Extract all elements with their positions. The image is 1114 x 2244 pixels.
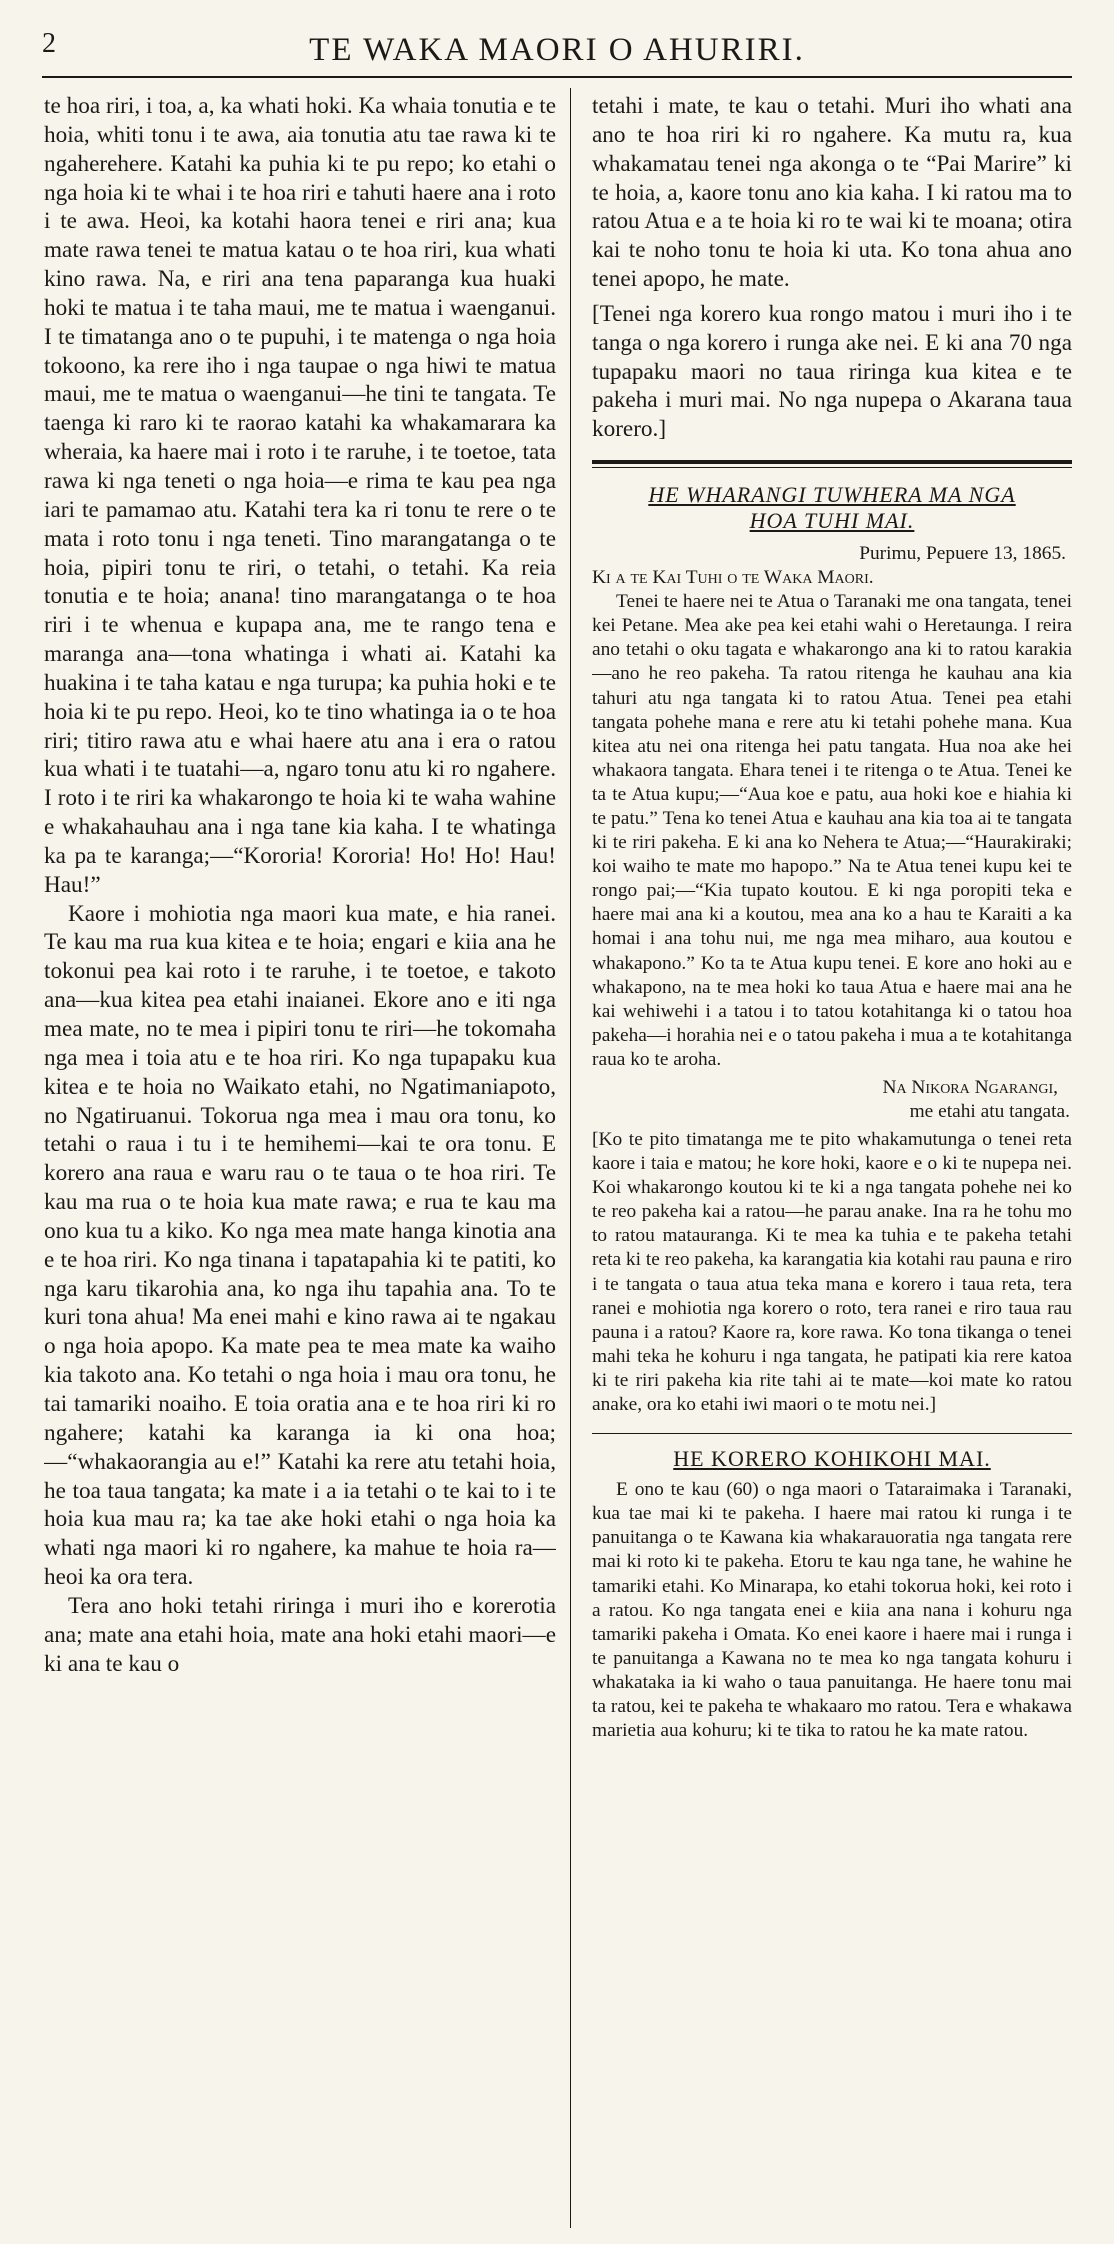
left-paragraph-3: Tera ano hoki tetahi riringa i muri iho e korerotia ana; mate ana etahi hoia, mate ana hoki etahi maori—e ki ana te kau o [44, 1592, 556, 1677]
left-paragraph-1: te hoa riri, i toa, a, ka whati hoki. Ka whaia tonutia e te hoia, whiti tonu i te awa, aia tonutia atu tae rawa ki te ngaherehere. Katahi ka puhia ki te pu repo; ko etahi o nga hoia ki te whai i te hoa riri e tahuti haere ana i roto i te awa. Heoi, ka kotahi haora tenei e riri ana; kua mate rawa tenei te matua katau o te hoa riri, kua whati kino rawa. Na, e riri ana tena paparanga kua huaki hoki te matua i te taha maui, me te matua i waenganui. I te timatanga ano o te pupuhi, i te matenga o nga hoia tokoono, ka rere iho i nga taupae o nga hiwi te matua maui, me te matua o waenganui—he tini te tangata. Te taenga ki raro ki te raorao katahi ka whakamarara ka wheraia, ka haere mai i roto i te raruhe, i te toetoe, tata rawa ki nga teneti o nga hoia—e rima te kau pea nga iari te pamamao atu. Katahi tera ka ri tonu te rere o te mata i roto tonu i nga teneti. Tino marangatanga o te hoia, pipiri tonu te riri, o tetahi, o tetahi. Ka reia tonutia e te hoia; anana! tino marangatanga o te hoa riri i te whenua e kupapa ana, me te rango tena e maranga ana—tona whatinga i whati ai. Katahi ka huakina i te taha katau e nga turupa; ka puhia hoki e te hoia ki te pu repo. Heoi, ko te tino whatinga ia o te hoa riri; titiro rawa atu e whai haere atu ana i era o ratou kua whati i te tuatahi—a, ngaro tonu atu ki ro ngahere. I roto i te riri ka whakarongo te hoia ki te waha wahine e whakahauhau ana i nga tane kia kaha. I te whatinga ka pa te karanga;—“Kororia! Kororia! Ho! Ho! Hau! Hau!” [44, 93, 556, 898]
column-divider [570, 88, 571, 2228]
letter-signature: Na Nikora Ngarangi, [882, 1077, 1058, 1098]
letter-editor-note: [Ko te pito timatanga me te pito whakamutunga o tenei reta kaore i taia e matou; he kore hoki, kaore e o ki te nupepa nei. Koi whakarongo koutou ki te ki a nga tangata pohehe nei ko te reo pakeha kai a ratou—he parau anake. Ina ra he tohu mo to ratou matauranga. Ki te mea ka tuhia e te pakeha tetahi reta ki te reo pakeha, ka karangatia kia kotahi rau pauna e riro i te tangata o taua atua teka mana e korero i taua reta, tera ranei e mohiotia nga korero o roto, tera ranei e riro taua rau pauna i a ratou? Kaore ra, kore rawa. Ko tona tikanga o tenei mahi teka he kohuru i nga tangata, he patipati kia rere katoa ki te riri pakeha kia rite tahi ai te mate—koi mate ko ratou anake, ora ko etahi iwi maori o te motu nei.] [592, 1129, 1072, 1416]
page-number: 2 [42, 28, 56, 59]
left-column [44, 92, 556, 2232]
header-rule [42, 76, 1072, 78]
letter-address: Ki a te Kai Tuhi o te Waka Maori. [592, 567, 874, 589]
letter-dateline: Purimu, Pepuere 13, 1865. [859, 543, 1066, 565]
letter-body: Tenei te haere nei te Atua o Taranaki me ona tangata, tenei kei Petane. Mea ake pea kei etahi wahi o Heretaunga. I reira ano tetahi o oku tagata e whakarongo ana ki to ratou karakia—ano he reo pakeha. Ta ratou ritenga he kauhau ana kia tahuri atu nga tangata ki to ratou Atua. Tenei pea etahi tangata pohehe mana e rere atu ki tetahi pohehe mana. Kua kitea atu nei ona ritenga hei patu tangata. Hua noa ake hei whakaora tangata. Ehara tenei i te ritenga o te Atua. Tenei ke ta te Atua kupu;—“Aua koe e patu, aua hoki koe e hiahia ki te patu.” Tena ko tenei Atua e kauhau ana kia toa ai te tangata ki te riri pakeha. E ki ana ko Nehera te Atua;—“Haurakiraki; koi waiho te mate mo hapopo.” Na te Atua tenei kupu kei te rongo pai;—“Kia tupato koutou. E ki nga poropiti teka e haere mai ana ki a koutou, mea ana ko a hau te Karaiti a ka homai i ana tohu nui, me nga mea miharo, aua koutou e whakapono.” Ko ta te Atua kupu tenei. E kore ano hoki au e whakapono, na te mea hoki ko taua Atua e haere mai ana he kai wehiwehi i a tatou i to tatou kotahitanga ki o tatou hoa pakeha—i horahia nei e o tatou pakeha i mua a te kotahitanga raua ko te aroha. [592, 591, 1072, 1070]
letters-title-line-1: HE WHARANGI TUWHERA MA NGA [648, 482, 1016, 508]
letters-title-line-2: HOA TUHI MAI. [749, 508, 915, 534]
left-paragraph-2: Kaore i mohiotia nga maori kua mate, e hia ranei. Te kau ma rua kua kitea e te hoia; engari e kiia ana he tokonui pea kai roto i te raruhe, i te toetoe, e takoto ana—kua kitea pea etahi inaianei. Ekore ano e iti nga mea mate, no te mea i pipiri tonu te riri—he tokomaha nga mea i toia atu e te hoa riri. Ko nga tupapaku kua kitea e te hoia no Waikato etahi, no Ngatimaniapoto, no Ngatiruanui. Tokorua nga mea i mau ora tonu, ko tetahi o raua i tu i te hemihemi—kai te ora tonu. E korero ana raua e waru rau o te taua o te hoa riri. Te kau ma rua o te hoia kua mate rawa; e rua te kau ma ono kua tu a kiko. Ko nga mea mate hanga kinotia ana e te hoa riri. Ko nga tinana i tapatapahia ki te patiti, ko nga karu tikarohia ana, ko nga ihu tapahia ana. To te kuri tona ahua! Ma enei mahi e kino rawa ai te ngakau o nga hoia apopo. Ka mate pea te mea mate ka waiho kia takoto ana. Ko tetahi o nga hoia i mau ora tonu, he tai tamariki noaiho. E toia oratia ana e te hoa riri ki ro ngahere; katahi ka karanga ia ki ona hoa;—“whakaorangia au e!” Katahi ka rere atu tetahi hoia, he toa taua tangata; ka mate i a ia tetahi o te kai to i te hoia kua mau ra; ka tae ake hoki etahi o nga hoia ka whati nga maori ki ro ngahere, ka mahue te hoia ra—heoi ka ora tera. [44, 900, 556, 1591]
right-column [592, 92, 1072, 2232]
letters-section-title [592, 482, 1072, 534]
section-divider-single [592, 1433, 1072, 1434]
section-divider-double [592, 460, 1072, 468]
right-paragraph-1: tetahi i mate, te kau o tetahi. Muri iho whati ana ano te hoa riri ki ro ngahere. Ka mutu ra, kua whakamatau tenei nga akonga o te “Pai Marire” ki te hoia, a, kaore tonu ano kia kaha. I ki ratou ma to ratou Atua e a te hoia ki ro te wai ki te moana; otira kai te noho tonu te hoia ki uta. Ko tona ahua ano tenei apopo, he mate. [592, 93, 1072, 293]
letter-signature-others: me etahi atu tangata. [909, 1101, 1070, 1122]
newspaper-title: TE WAKA MAORI O AHURIRI. [309, 32, 805, 68]
news-body: E ono te kau (60) o nga maori o Tataraimaka i Taranaki, kua tae mai ki te pakeha. I haere mai ratou ki runga i te panuitanga o te Kawana kia whakarauoratia nga tangata rere mai ki roto ki te pakeha. Etoru te kau nga tane, he wahine he tamariki etahi. Ko Minarapa, ko etahi tokorua hoki, kei roto i a ratou. Ko nga tangata enei e kiia ana nana i kohuru nga tamariki pakeha i Omata. Ko enei kaore i haere mai i runga i te panuitanga a Kawana no te mea ko nga tangata kohuru i whakataka ia ki waho o taua panuitanga. He haere tonu mai ta ratou, kei te pakeha te whakaaro mo ratou. Tera e whakawa marietia aua kohuru; ki te tika to ratou he ka mate ratou. [592, 1479, 1072, 1742]
editor-bracket-note: [Tenei nga korero kua rongo matou i muri iho i te tanga o nga korero i runga ake nei. E ki ana 70 nga tupapaku maori no taua riringa kua kitea e te pakeha i muri mai. No nga nupepa o Akarana taua korero.] [592, 300, 1072, 443]
news-section-title: HE KORERO KOHIKOHI MAI. [673, 1446, 991, 1472]
